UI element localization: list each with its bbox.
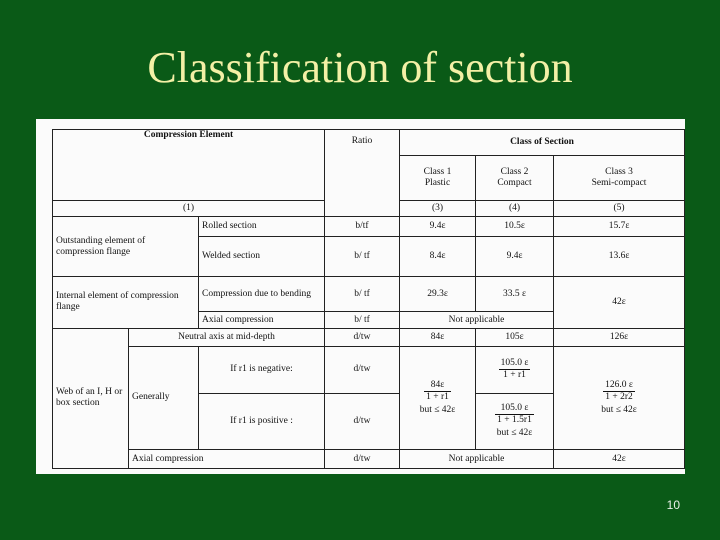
class1-fraction <box>424 380 451 403</box>
header-class2-name: Class 2 <box>500 166 529 177</box>
rolled-class2: 10.5ε <box>476 217 554 237</box>
rolled-class3: 15.7ε <box>554 217 685 237</box>
positive-class2 <box>476 393 554 450</box>
welded-section-label: Welded section <box>199 237 325 277</box>
header-class2 <box>476 155 554 200</box>
neutral-axis-class1: 84ε <box>400 328 476 346</box>
slide-title: Classification of section <box>147 43 573 92</box>
internal-axial-ratio: b/ tf <box>325 312 400 328</box>
web-axial-not-applicable: Not applicable <box>400 450 554 469</box>
negative-class2-numerator: 105.0 ε <box>500 358 529 369</box>
rolled-class1: 9.4ε <box>400 217 476 237</box>
rolled-ratio: b/tf <box>325 217 400 237</box>
web-axial-ratio: d/tw <box>325 450 400 469</box>
scanned-table-image <box>36 119 685 474</box>
generally-class3 <box>554 346 685 450</box>
r1-positive-ratio: d/tw <box>325 393 400 450</box>
classification-table <box>52 129 685 469</box>
page-number: 10 <box>666 498 680 512</box>
header-class1-desc: Plastic <box>424 177 451 188</box>
col-number-5: (5) <box>554 200 685 216</box>
web-axial-class3: 42ε <box>554 450 685 469</box>
bending-class2: 33.5 ε <box>476 277 554 312</box>
header-class3-desc: Semi-compact <box>591 177 647 188</box>
internal-axial-not-applicable: Not applicable <box>400 312 554 328</box>
internal-element-label: Internal element of compression flange <box>53 277 199 329</box>
header-ratio: Ratio <box>325 130 400 217</box>
neutral-axis-ratio: d/tw <box>325 328 400 346</box>
class3-denominator: 1 + 2r2 <box>605 391 633 402</box>
negative-class2-denominator: 1 + r1 <box>503 370 526 381</box>
negative-class2-fraction <box>499 358 531 381</box>
col-number-1: (1) <box>53 200 325 216</box>
class1-denominator: 1 + r1 <box>426 391 449 402</box>
class3-fraction <box>603 380 635 403</box>
header-compression-element: Compression Element <box>53 130 325 201</box>
welded-ratio: b/ tf <box>325 237 400 277</box>
header-class1-name: Class 1 <box>423 166 452 177</box>
positive-class2-note: but ≤ 42ε <box>496 428 533 439</box>
web-axial-label: Axial compression <box>129 450 325 469</box>
generally-class1 <box>400 346 476 450</box>
welded-class1: 8.4ε <box>400 237 476 277</box>
class3-limit-note: but ≤ 42ε <box>601 404 637 415</box>
positive-class2-denominator: 1 + 1.5r1 <box>497 415 532 426</box>
bending-ratio: b/ tf <box>325 277 400 312</box>
rolled-section-label: Rolled section <box>199 217 325 237</box>
class1-limit-note: but ≤ 42ε <box>419 404 456 415</box>
neutral-axis-class2: 105ε <box>476 328 554 346</box>
header-class3-name: Class 3 <box>605 166 633 177</box>
header-class-of-section: Class of Section <box>400 130 685 156</box>
col-number-4: (4) <box>476 200 554 216</box>
positive-class2-numerator: 105.0 ε <box>495 403 534 415</box>
col-number-3: (3) <box>400 200 476 216</box>
r1-negative-condition: If r1 is negative: <box>199 346 325 393</box>
r1-negative-ratio: d/tw <box>325 346 400 393</box>
class1-numerator: 84ε <box>424 380 451 392</box>
welded-class3: 13.6ε <box>554 237 685 277</box>
r1-positive-condition: If r1 is positive : <box>199 393 325 450</box>
bending-class3: 42ε <box>554 277 685 329</box>
internal-axial-label: Axial compression <box>199 312 325 328</box>
compression-bending-label: Compression due to bending <box>199 277 325 312</box>
welded-class2: 9.4ε <box>476 237 554 277</box>
neutral-axis-class3: 126ε <box>554 328 685 346</box>
outstanding-element-label: Outstanding element of compression flange <box>53 217 199 277</box>
generally-label: Generally <box>129 346 199 450</box>
class3-numerator: 126.0 ε <box>605 379 633 390</box>
bending-class1: 29.3ε <box>400 277 476 312</box>
positive-class2-fraction <box>495 403 534 426</box>
header-class2-desc: Compact <box>497 177 532 188</box>
header-class3 <box>554 155 685 200</box>
web-label: Web of an I, H or box section <box>53 328 129 468</box>
negative-class2 <box>476 346 554 393</box>
header-class1 <box>400 155 476 200</box>
neutral-axis-label: Neutral axis at mid-depth <box>129 328 325 346</box>
